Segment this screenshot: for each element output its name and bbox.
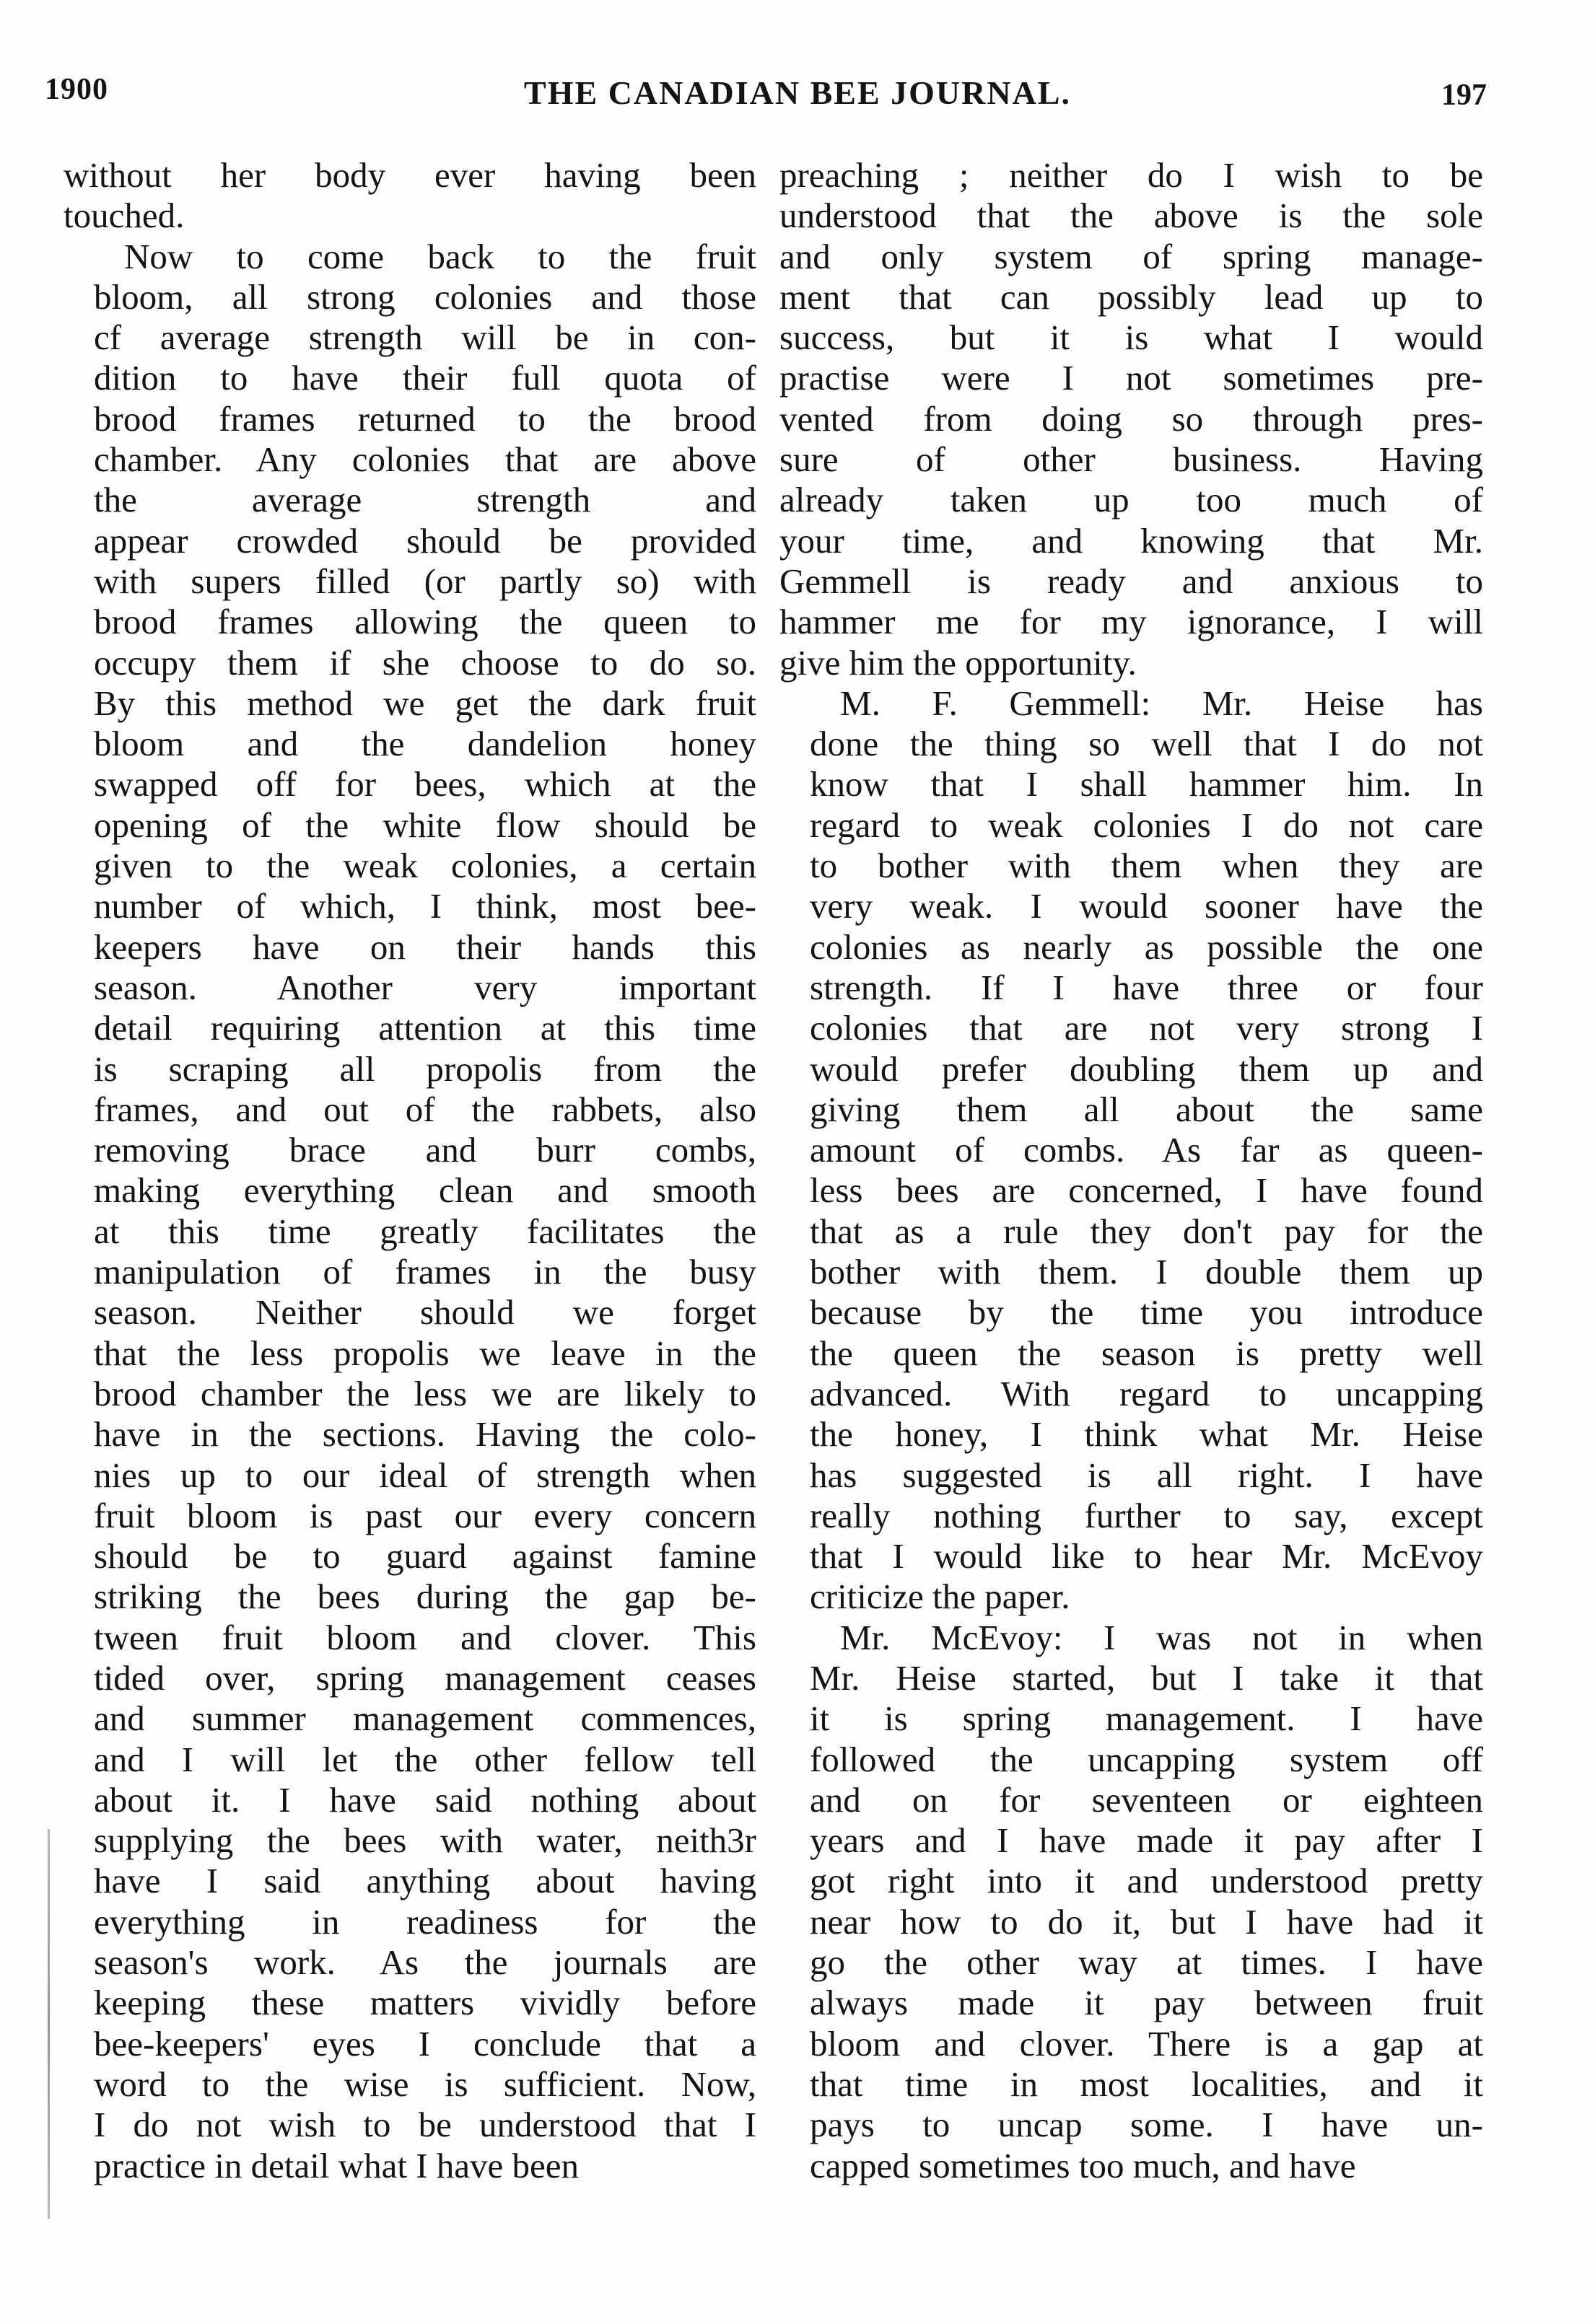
paragraph <box>779 155 1483 683</box>
text-line: it is spring management. I have <box>810 1698 1483 1739</box>
text-line: and summer management commences, <box>94 1698 756 1739</box>
text-line: has suggested is all right. I have <box>810 1455 1483 1495</box>
text-line: Mr. McEvoy: I was not in when <box>840 1617 1483 1657</box>
text-line: Now to come back to the fruit <box>124 236 756 276</box>
text-line: dition to have their full quota of <box>94 358 756 398</box>
text-line: that as a rule they don't pay for the <box>810 1211 1483 1251</box>
text-line: very weak. I would sooner have the <box>810 886 1483 926</box>
text-line: practice in detail what I have been <box>94 2145 580 2185</box>
text-line: keepers have on their hands this <box>94 926 756 967</box>
text-line: supplying the bees with water, neith3r <box>94 1820 756 1861</box>
text-line: tween fruit bloom and clover. This <box>94 1617 756 1657</box>
text-line: strength. If I have three or four <box>810 967 1483 1007</box>
text-line: have I said anything about having <box>94 1861 756 1901</box>
text-line: because by the time you introduce <box>810 1292 1483 1333</box>
text-line: at this time greatly facilitates the <box>94 1211 756 1251</box>
margin-rule <box>48 1829 50 2219</box>
text-line: amount of combs. As far as queen- <box>810 1130 1483 1170</box>
text-line: done the thing so well that I do not <box>810 724 1483 764</box>
text-line: preaching ; neither do I wish to be <box>779 155 1483 195</box>
text-line: and I will let the other fellow tell <box>94 1739 756 1779</box>
paragraph <box>64 237 756 2186</box>
text-line: bother with them. I double them up <box>810 1252 1483 1292</box>
text-line: manipulation of frames in the busy <box>94 1252 756 1292</box>
text-line: your time, and knowing that Mr. <box>779 520 1483 561</box>
text-line: the average strength and <box>94 480 756 520</box>
text-line: season. Another very important <box>94 967 756 1007</box>
text-line: give him the opportunity. <box>779 642 1137 683</box>
text-line: brood frames allowing the queen to <box>94 602 756 642</box>
text-line: colonies that are not very strong I <box>810 1008 1483 1048</box>
text-line: frames, and out of the rabbets, also <box>94 1089 756 1129</box>
text-line: bee-keepers' eyes I conclude that a <box>94 2023 756 2064</box>
text-line: know that I shall hammer him. In <box>810 764 1483 804</box>
text-line: Mr. Heise started, but I take it that <box>810 1657 1483 1698</box>
text-line: fruit bloom is past our every concern <box>94 1495 756 1535</box>
text-line: season. Neither should we forget <box>94 1292 756 1333</box>
text-line: about it. I have said nothing about <box>94 1779 756 1820</box>
text-line: tided over, spring management ceases <box>94 1657 756 1698</box>
text-line: have in the sections. Having the colo- <box>94 1414 756 1455</box>
text-line: word to the wise is sufficient. Now, <box>94 2064 756 2104</box>
text-line: that time in most localities, and it <box>810 2064 1483 2104</box>
text-line: season's work. As the journals are <box>94 1942 756 1983</box>
text-line: giving them all about the same <box>810 1089 1483 1129</box>
text-line: cf average strength will be in con- <box>94 317 756 358</box>
text-line: go the other way at times. I have <box>810 1942 1483 1983</box>
text-line: should be to guard against famine <box>94 1536 756 1577</box>
text-line: everything in readiness for the <box>94 1901 756 1942</box>
paragraph <box>779 683 1483 1618</box>
text-line: criticize the paper. <box>810 1577 1070 1617</box>
paragraph <box>64 155 756 237</box>
text-line: M. F. Gemmell: Mr. Heise has <box>840 683 1483 723</box>
text-line: followed the uncapping system off <box>810 1739 1483 1779</box>
paragraph <box>779 1618 1483 2186</box>
text-line: success, but it is what I would <box>779 317 1483 358</box>
text-line: without her body ever having been <box>64 155 756 195</box>
text-line: ment that can possibly lead up to <box>779 276 1483 317</box>
text-line: always made it pay between fruit <box>810 1983 1483 2023</box>
text-line: and only system of spring manage- <box>779 236 1483 276</box>
text-line: would prefer doubling them up and <box>810 1048 1483 1089</box>
text-line: really nothing further to say, except <box>810 1495 1483 1535</box>
text-line: vented from doing so through pres- <box>779 398 1483 439</box>
text-line: detail requiring attention at this time <box>94 1008 756 1048</box>
text-line: striking the bees during the gap be- <box>94 1577 756 1617</box>
text-line: colonies as nearly as possible the one <box>810 926 1483 967</box>
text-line: pays to uncap some. I have un- <box>810 2105 1483 2145</box>
text-line: advanced. With regard to uncapping <box>810 1373 1483 1413</box>
text-line: By this method we get the dark fruit <box>94 683 756 723</box>
text-line: opening of the white flow should be <box>94 804 756 845</box>
text-line: less bees are concerned, I have found <box>810 1170 1483 1211</box>
page-number: 197 <box>1441 79 1487 112</box>
text-line: bloom and the dandelion honey <box>94 724 756 764</box>
text-line: regard to weak colonies I do not care <box>810 804 1483 845</box>
text-line: nies up to our ideal of strength when <box>94 1455 756 1495</box>
text-line: to bother with them when they are <box>810 846 1483 886</box>
text-line: already taken up too much of <box>779 480 1483 520</box>
text-line: brood chamber the less we are likely to <box>94 1373 756 1413</box>
text-line: removing brace and burr combs, <box>94 1130 756 1170</box>
text-line: touched. <box>64 196 185 236</box>
text-line: making everything clean and smooth <box>94 1170 756 1211</box>
text-line: I do not wish to be understood that I <box>94 2105 756 2145</box>
header-year: 1900 <box>45 73 108 106</box>
text-line: near how to do it, but I have had it <box>810 1901 1483 1942</box>
text-line: with supers filled (or partly so) with <box>94 561 756 601</box>
text-line: occupy them if she choose to do so. <box>94 642 756 683</box>
text-line: is scraping all propolis from the <box>94 1048 756 1089</box>
right-column <box>779 155 1483 2186</box>
text-line: and on for seventeen or eighteen <box>810 1779 1483 1820</box>
text-line: that the less propolis we leave in the <box>94 1333 756 1373</box>
text-line: bloom and clover. There is a gap at <box>810 2023 1483 2064</box>
text-line: brood frames returned to the brood <box>94 398 756 439</box>
running-head <box>0 72 1595 123</box>
text-line: chamber. Any colonies that are above <box>94 439 756 480</box>
text-line: hammer me for my ignorance, I will <box>779 602 1483 642</box>
text-line: capped sometimes too much, and have <box>810 2145 1356 2185</box>
text-line: got right into it and understood pretty <box>810 1861 1483 1901</box>
text-line: the queen the season is pretty well <box>810 1333 1483 1373</box>
text-line: number of which, I think, most bee- <box>94 886 756 926</box>
text-line: the honey, I think what Mr. Heise <box>810 1414 1483 1455</box>
text-line: appear crowded should be provided <box>94 520 756 561</box>
text-line: practise were I not sometimes pre- <box>779 358 1483 398</box>
journal-title: THE CANADIAN BEE JOURNAL. <box>524 74 1071 111</box>
text-line: understood that the above is the sole <box>779 196 1483 236</box>
text-line: given to the weak colonies, a certain <box>94 846 756 886</box>
text-line: that I would like to hear Mr. McEvoy <box>810 1536 1483 1577</box>
text-line: bloom, all strong colonies and those <box>94 276 756 317</box>
text-line: swapped off for bees, which at the <box>94 764 756 804</box>
text-line: years and I have made it pay after I <box>810 1820 1483 1861</box>
text-line: keeping these matters vividly before <box>94 1983 756 2023</box>
text-line: Gemmell is ready and anxious to <box>779 561 1483 601</box>
left-column <box>64 155 756 2186</box>
text-line: sure of other business. Having <box>779 439 1483 480</box>
